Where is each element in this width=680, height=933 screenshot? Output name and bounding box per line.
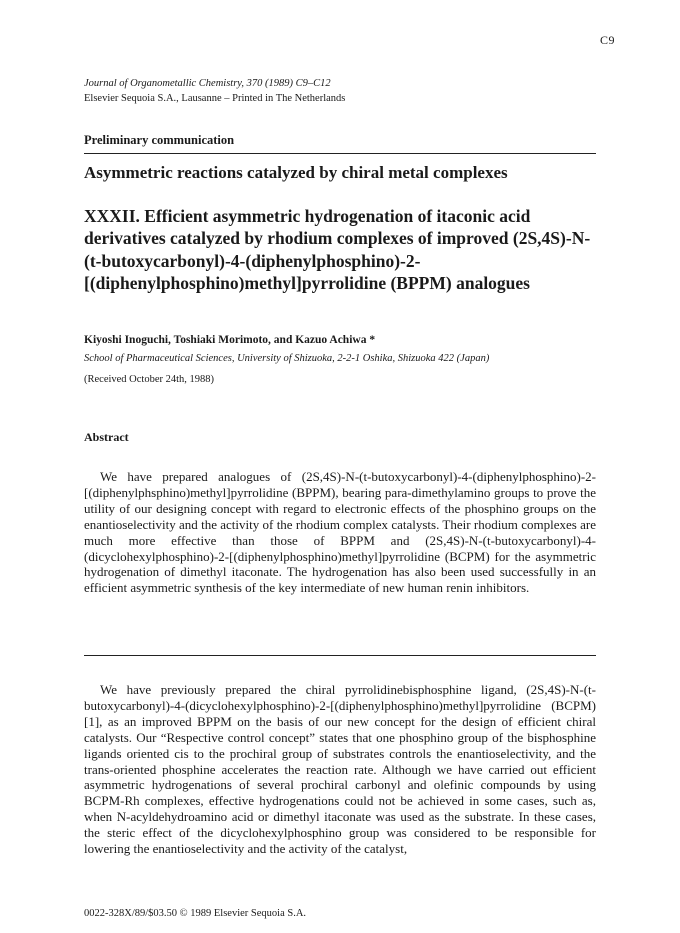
- copyright-footer: 0022-328X/89/$03.50 © 1989 Elsevier Sequoia S.A.: [84, 908, 307, 919]
- header-divider: [84, 153, 596, 154]
- article-title: XXXII. Efficient asymmetric hydrogenation of itaconic acid derivatives catalyzed by rhodium complexes of improved (2S,4S)-N-(t-butoxycarbonyl)-4-(diphenylphosphino)-2-[(diphenylphosphino)methyl]pyrrolidine (BPPM) analogues: [84, 206, 591, 293]
- abstract-divider: [84, 655, 596, 656]
- abstract-text: We have prepared analogues of (2S,4S)-N-(t-butoxycarbonyl)-4-(diphenylphosphino)-2-[(diphenylphsphino)methyl]pyrrolidine (BPPM), bearing para-dimethylamino groups to prove the utility of our designing concept with regard to electronic effects of the phosphino groups on the enantioselectivity and the activity of the rhodium complex catalysts. Their rhodium complexes are much more effective than those of BPPM and (2S,4S)-N-(t-butoxycarbonyl)-4-(dicyclohexylphosphino)-2-[(diphenylphosphino)methyl]pyrrolidine (BCPM) for the asymmetric hydrogenation of dimethyl itaconate. The hydrogenation has also been used successfully in an efficient asymmetric synthesis of the key intermediate of new human renin inhibitors.: [84, 469, 596, 596]
- publisher-line: Elsevier Sequoia S.A., Lausanne – Printed in The Netherlands: [84, 93, 346, 104]
- section-label: Preliminary communication: [84, 133, 235, 147]
- author-list: Kiyoshi Inoguchi, Toshiaki Morimoto, and Kazuo Achiwa *: [84, 334, 376, 346]
- affiliation: School of Pharmaceutical Sciences, University of Shizuoka, 2-2-1 Oshika, Shizuoka 422 (Japan): [84, 353, 490, 364]
- page-number: C9: [600, 33, 616, 47]
- received-date: (Received October 24th, 1988): [84, 374, 215, 385]
- body-text: We have previously prepared the chiral pyrrolidinebisphosphine ligand, (2S,4S)-N-(t-butoxycarbonyl)-4-(dicyclohexylphosphino)-2-[(diphenylphosphino)methyl]pyrrolidine (BCPM) [1], as an improved BPPM on the basis of our new concept for the design of efficient chiral catalysts. Our “Respective control concept” states that one phosphino group of the bisphosphine ligands oriented cis to the prochiral group of substrates controls the enantioselectivity, and the trans-oriented phosphine accelerates the reaction rate. Although we have carried out efficient asymmetric hydrogenations of several prochiral carbonyl and olefinic compounds by using BCPM-Rh complexes, effective hydrogenations could not be achieved in some cases, such as, when N-acyldehydroamino acid or dimethyl itaconate was used as the substrate. In these cases, the steric effect of the dicyclohexylphosphino group was considered to be responsible for lowering the enantioselectivity and the activity of the catalyst,: [84, 682, 596, 857]
- abstract-heading: Abstract: [84, 430, 129, 444]
- series-title: Asymmetric reactions catalyzed by chiral metal complexes: [84, 163, 508, 182]
- journal-citation: Journal of Organometallic Chemistry, 370 (1989) C9–C12: [84, 78, 331, 89]
